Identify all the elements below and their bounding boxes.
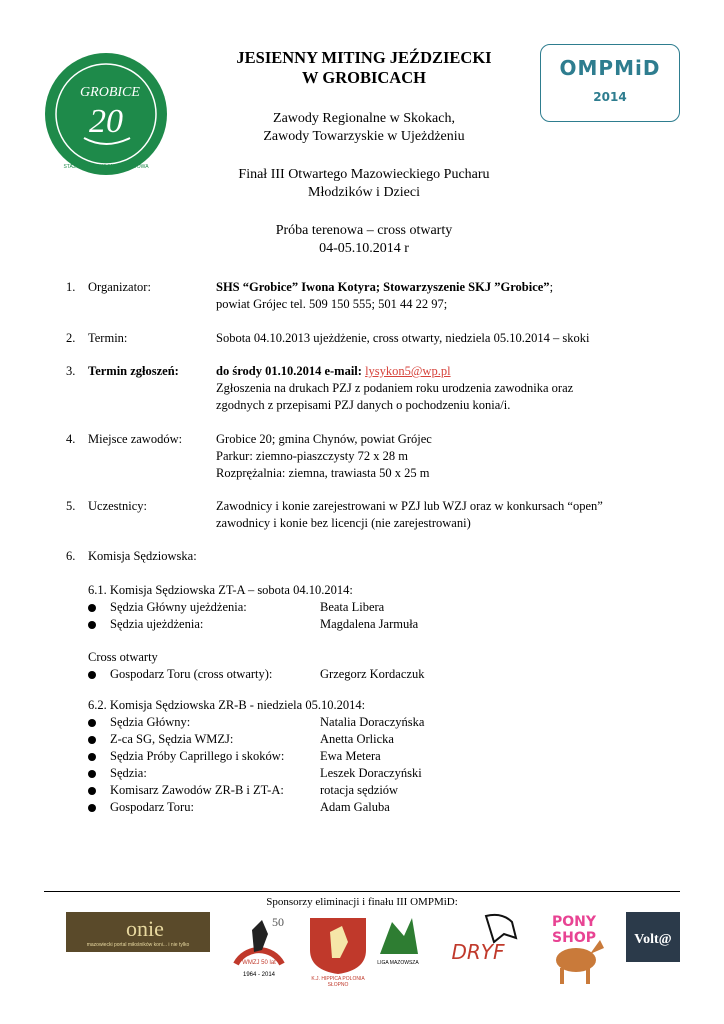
registration-note: Zgłoszenia na drukach PZJ z podaniem roku urodzenia zawodnika oraz [216,381,574,395]
item-number: 5. [66,499,76,513]
item-value [216,363,686,414]
sponsor-name: K.J. HIPPICA POLONIA SŁOPNO [311,976,365,988]
subtitle-group-1 [180,110,548,146]
judge-name: Ewa Metera [320,749,381,763]
organizer-sep: ; [549,280,554,294]
item-label: Komisja Sędziowska: [88,549,197,563]
sponsor-logo-liga [374,914,422,970]
sponsor-logo-onie [66,912,210,952]
subtitle-line: Zawody Towarzyskie w Ujeżdżeniu [263,129,465,144]
venue-line: Rozprężalnia: ziemna, trawiasta 50 x 25 m [216,466,430,480]
venue-line: Parkur: ziemno-piaszczysty 72 x 28 m [216,449,408,463]
title-line-1: JESIENNY MITING JEŹDZIECKI [236,48,492,67]
logo-left-ring: STAJNIA HODOWLANO-SPORTOWA [63,164,149,170]
sponsor-name: DRYF [451,940,505,964]
judge-name: rotacja sędziów [320,783,399,797]
venue-line: Grobice 20; gmina Chynów, powiat Grójec [216,432,432,446]
item-number: 2. [66,331,76,345]
item-number: 3. [66,364,76,378]
commission-2-heading: 6.2. Komisja Sędziowska ZR-B - niedziela 05.10.2014: [88,698,366,712]
item-label: Organizator: [88,280,151,294]
item-number: 6. [66,549,76,563]
registration-deadline: do środy 01.10.2014 e-mail: [216,364,362,378]
participants-line: Zawodnicy i konie zarejestrowani w PZJ lub WZJ oraz w konkursach “open” [216,499,603,513]
judge-role: Z-ca SG, Sędzia WMZJ: [110,732,234,746]
logo-right-year: 2014 [593,90,627,104]
grobice-logo [44,52,168,176]
judge-name: Grzegorz Kordaczuk [320,667,425,681]
item-number: 1. [66,280,76,294]
item-label: Miejsce zawodów: [88,432,183,446]
registration-note: zgodnych z przepisami PZJ danych o pochodzeniu konia/i. [216,398,511,412]
sponsor-logo-volta [626,912,680,962]
judge-name: Natalia Doraczyńska [320,715,425,729]
ompmid-logo [540,44,680,122]
judge-role: Gospodarz Toru: [110,800,194,814]
judge-role: Gospodarz Toru (cross otwarty): [110,667,273,681]
judge-role: Sędzia ujeżdżenia: [110,617,204,631]
item-label: Termin zgłoszeń: [88,364,179,378]
logo-right-text: OMPMiD [559,56,661,80]
subtitle-line: Finał III Otwartego Mazowieckiego Pucharu [238,167,490,182]
subtitle-line: Zawody Regionalne w Skokach, [273,111,455,126]
sponsor-name: Volt@ [634,932,672,947]
judge-role: Sędzia: [110,766,147,780]
title-line-2: W GROBICACH [302,68,426,87]
sponsor-logo-hippica [306,912,370,988]
judge-name: Anetta Orlicka [320,732,394,746]
item-number: 4. [66,432,76,446]
judge-name: Magdalena Jarmuła [320,617,419,631]
item-value [216,279,686,313]
cross-heading: Cross otwarty [88,650,158,664]
event-dates: 04-05.10.2014 r [319,241,409,256]
judge-role: Komisarz Zawodów ZR-B i ZT-A: [110,783,284,797]
subtitle-group-3 [180,222,548,258]
svg-text:50: 50 [272,915,284,929]
subtitle-line: Młodzików i Dzieci [308,185,420,200]
page-title [180,48,548,88]
sponsor-caption: 1964 - 2014 [242,972,276,978]
judge-name: Beata Libera [320,600,385,614]
judge-role: Sędzia Główny ujeżdżenia: [110,600,247,614]
item-value: Sobota 04.10.2013 ujeżdżenie, cross otwarty, niedziela 05.10.2014 – skoki [216,331,590,345]
sponsor-logo-ponyshop [536,910,612,986]
sponsor-name: onie [126,916,164,941]
sponsor-name: WMZJ 50 lat [242,960,276,966]
sponsor-name: LIGA MAZOWSZA [377,960,419,966]
participants-line: zawodnicy i konie bez licencji (nie zarejestrowani) [216,516,471,530]
sponsor-name: PONY SHOP [551,914,597,946]
email-link[interactable]: lysykon5@wp.pl [365,364,451,378]
organizer-association: Stowarzyszenie SKJ ”Grobice” [383,280,550,294]
logo-left-text: GROBICE [80,85,140,100]
item-value [216,498,686,532]
commission-1-heading: 6.1. Komisja Sędziowska ZT-A – sobota 04.10.2014: [88,583,353,597]
judge-name: Adam Galuba [320,800,390,814]
organizer-contact: powiat Grójec tel. 509 150 555; 501 44 22 97; [216,297,448,311]
item-label: Termin: [88,331,128,345]
sponsors-heading: Sponsorzy eliminacji i finału III OMPMiD: [266,896,458,908]
logo-left-num: 20 [89,103,123,140]
subtitle-line: Próba terenowa – cross otwarty [275,223,453,238]
subtitle-group-2 [180,166,548,202]
item-value [216,431,686,482]
judge-role: Sędzia Próby Caprillego i skoków: [110,749,285,763]
judge-role: Sędzia Główny: [110,715,191,729]
judge-name: Leszek Doraczyński [320,766,422,780]
sponsor-logo-wmzj [228,910,290,986]
sponsor-caption: mazowiecki portal miłośników koni... i nie tylko [86,942,190,948]
sponsor-logo-dryf [432,912,524,972]
item-label: Uczestnicy: [88,499,148,513]
footer-divider [44,891,680,892]
organizer-name: SHS “Grobice” Iwona Kotyra; [216,280,381,294]
